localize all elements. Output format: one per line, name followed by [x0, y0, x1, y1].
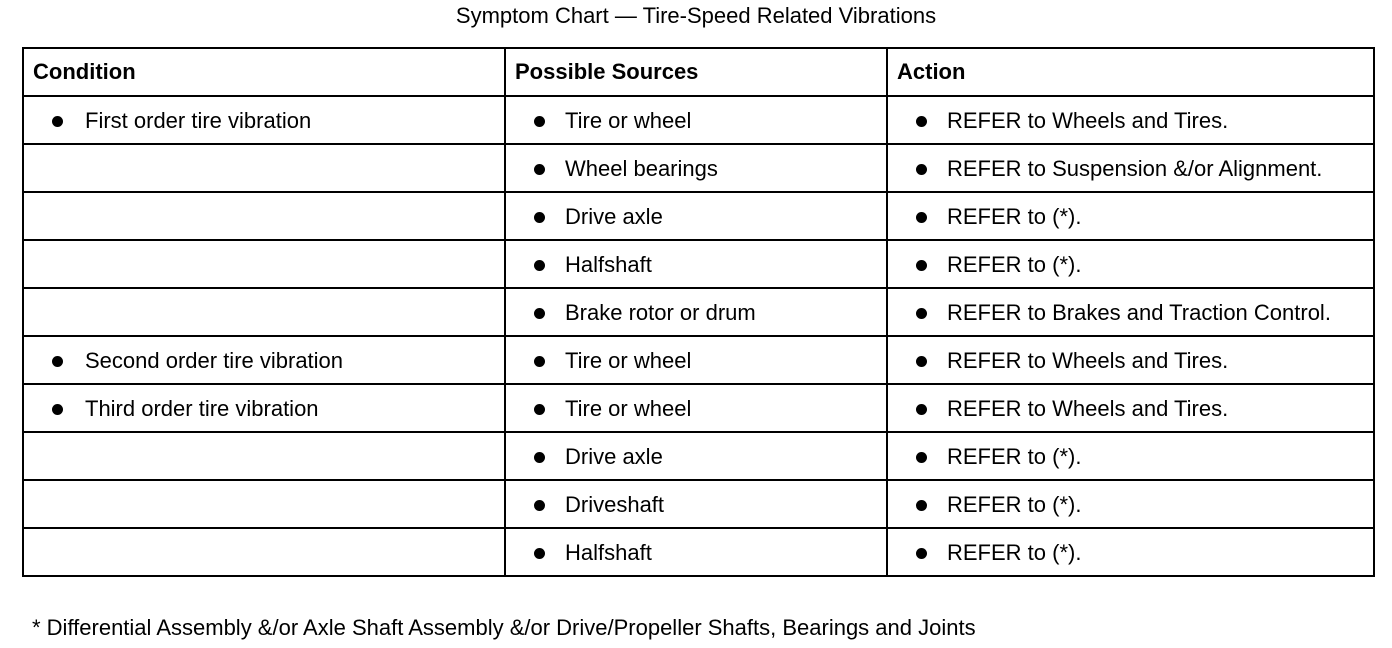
- header-condition: Condition: [23, 48, 505, 96]
- source-text: Tire or wheel: [565, 396, 692, 421]
- bullet-icon: [916, 116, 927, 127]
- bullet-icon: [534, 116, 545, 127]
- action-cell: [887, 144, 1374, 192]
- action-text: REFER to (*).: [947, 540, 1082, 565]
- condition-cell: [23, 480, 505, 528]
- table-row: [23, 432, 1374, 480]
- bullet-icon: [534, 260, 545, 271]
- bullet-icon: [916, 164, 927, 175]
- bullet-icon: [916, 308, 927, 319]
- table-row: [23, 336, 1374, 384]
- bullet-icon: [52, 404, 63, 415]
- action-cell: [887, 192, 1374, 240]
- bullet-icon: [534, 404, 545, 415]
- condition-cell: [23, 336, 505, 384]
- bullet-icon: [534, 308, 545, 319]
- table-row: [23, 144, 1374, 192]
- header-possible-sources: Possible Sources: [505, 48, 887, 96]
- source-cell: [505, 96, 887, 144]
- condition-cell: [23, 384, 505, 432]
- table-row: [23, 240, 1374, 288]
- chart-title: Symptom Chart — Tire-Speed Related Vibrations: [455, 3, 937, 28]
- table-row: [23, 288, 1374, 336]
- action-text: REFER to (*).: [947, 204, 1082, 229]
- bullet-icon: [916, 260, 927, 271]
- source-text: Driveshaft: [565, 492, 665, 517]
- action-text: REFER to Wheels and Tires.: [947, 108, 1229, 133]
- bullet-icon: [534, 164, 545, 175]
- action-cell: [887, 288, 1374, 336]
- source-text: Wheel bearings: [565, 156, 718, 181]
- source-cell: [505, 240, 887, 288]
- condition-cell: [23, 240, 505, 288]
- source-text: Halfshaft: [565, 540, 652, 565]
- source-text: Halfshaft: [565, 252, 652, 277]
- action-cell: [887, 480, 1374, 528]
- footnote: * Differential Assembly &/or Axle Shaft Assembly &/or Drive/Propeller Shafts, Bearings and Joints: [32, 615, 976, 640]
- action-cell: [887, 336, 1374, 384]
- condition-cell: [23, 288, 505, 336]
- action-cell: [887, 384, 1374, 432]
- source-cell: [505, 336, 887, 384]
- action-text: REFER to Brakes and Traction Control.: [947, 300, 1331, 325]
- symptom-table: [22, 47, 1375, 577]
- source-cell: [505, 288, 887, 336]
- condition-cell: [23, 432, 505, 480]
- source-cell: [505, 432, 887, 480]
- table-row: [23, 192, 1374, 240]
- bullet-icon: [916, 212, 927, 223]
- action-text: REFER to Suspension &/or Alignment.: [947, 156, 1323, 181]
- bullet-icon: [534, 356, 545, 367]
- header-row: [23, 48, 1374, 96]
- condition-text: Third order tire vibration: [85, 396, 319, 421]
- source-text: Brake rotor or drum: [565, 300, 756, 325]
- bullet-icon: [52, 116, 63, 127]
- bullet-icon: [916, 548, 927, 559]
- table-row: [23, 528, 1374, 576]
- bullet-icon: [534, 500, 545, 511]
- source-cell: [505, 480, 887, 528]
- source-text: Tire or wheel: [565, 348, 692, 373]
- condition-cell: [23, 528, 505, 576]
- condition-text: First order tire vibration: [85, 108, 312, 133]
- action-text: REFER to (*).: [947, 444, 1082, 469]
- action-text: REFER to Wheels and Tires.: [947, 348, 1229, 373]
- action-cell: [887, 240, 1374, 288]
- bullet-icon: [916, 500, 927, 511]
- action-cell: [887, 96, 1374, 144]
- source-cell: [505, 192, 887, 240]
- action-cell: [887, 432, 1374, 480]
- bullet-icon: [916, 452, 927, 463]
- bullet-icon: [534, 212, 545, 223]
- bullet-icon: [52, 356, 63, 367]
- condition-text: Second order tire vibration: [85, 348, 344, 373]
- condition-cell: [23, 96, 505, 144]
- bullet-icon: [916, 404, 927, 415]
- bullet-icon: [534, 548, 545, 559]
- table-row: [23, 384, 1374, 432]
- condition-cell: [23, 144, 505, 192]
- header-action: Action: [887, 48, 1374, 96]
- bullet-icon: [534, 452, 545, 463]
- table-row: [23, 96, 1374, 144]
- source-text: Drive axle: [565, 444, 663, 469]
- action-text: REFER to Wheels and Tires.: [947, 396, 1229, 421]
- bullet-icon: [916, 356, 927, 367]
- source-cell: [505, 528, 887, 576]
- action-cell: [887, 528, 1374, 576]
- source-cell: [505, 384, 887, 432]
- action-text: REFER to (*).: [947, 252, 1082, 277]
- source-text: Drive axle: [565, 204, 663, 229]
- source-cell: [505, 144, 887, 192]
- table-row: [23, 480, 1374, 528]
- source-text: Tire or wheel: [565, 108, 692, 133]
- condition-cell: [23, 192, 505, 240]
- action-text: REFER to (*).: [947, 492, 1082, 517]
